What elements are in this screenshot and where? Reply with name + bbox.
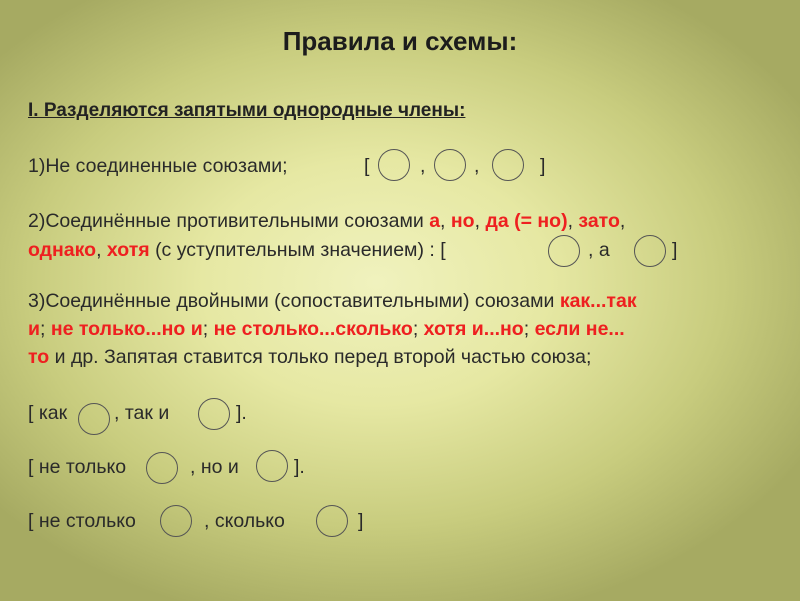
scheme3-circle-1 [160, 505, 192, 537]
scheme1-circle-2 [198, 398, 230, 430]
conjunction-ne-tolko: не только...но и [50, 318, 203, 340]
rule2-intro: 2)Соединённые противительными союзами [28, 210, 424, 232]
rule3-line1 [28, 290, 637, 313]
rule2-circle-2 [634, 235, 666, 267]
conjunction-odnako: однако [28, 239, 97, 261]
conjunction-da: да (= но) [485, 210, 568, 232]
rule2-line1 [28, 210, 625, 233]
rule1-circle-2 [434, 149, 466, 181]
rule1-circle-1 [378, 149, 410, 181]
rule3-semi-4: ; [523, 318, 530, 340]
scheme3-circle-2 [316, 505, 348, 537]
scheme1-part2: , так и [114, 402, 170, 424]
rule2-circle-1 [548, 235, 580, 267]
conjunction-esli-to: то [28, 346, 50, 368]
rule1-bracket-close: ] [540, 155, 546, 177]
scheme2-circle-1 [146, 452, 178, 484]
conjunction-zato: зато [578, 210, 620, 232]
rule1-bracket-open: [ [364, 155, 370, 177]
slide-title: Правила и схемы: [282, 26, 518, 56]
rule2-comma-5: , [96, 239, 102, 261]
rule2-comma-1: , [440, 210, 446, 232]
rule3-semi-3: ; [412, 318, 419, 340]
scheme1-part3: ]. [236, 402, 247, 424]
scheme1-circle-1 [78, 403, 110, 435]
conjunction-ne-stolko: не столько...сколько [213, 318, 413, 340]
scheme2-part3: ]. [294, 456, 305, 478]
rule2-tail: (с уступительным значением) : [ [155, 239, 446, 261]
conjunction-esli: если не... [534, 318, 625, 340]
rule3-line3 [28, 346, 591, 369]
scheme1-part1: [ как [28, 402, 68, 424]
rule3-intro: 3)Соединённые двойными (сопоставительными) союзами [28, 290, 555, 312]
conjunction-hotya-no: хотя и...но [423, 318, 524, 340]
scheme3-part2: , сколько [204, 510, 285, 532]
section-heading: I. Разделяются запятыми однородные члены: [28, 100, 466, 121]
rule2-comma-3: , [567, 210, 573, 232]
rule3-line2 [28, 318, 625, 341]
rule1-sep-1: , [420, 155, 426, 177]
rule2-line2 [28, 239, 446, 262]
rule2-bracket-close: ] [672, 239, 678, 261]
scheme2-part2: , но и [190, 456, 239, 478]
rule2-comma-4: , [619, 210, 626, 232]
conjunction-no: но [450, 210, 475, 232]
scheme3-part1: [ не столько [28, 510, 136, 532]
rule3-semi-1: ; [40, 318, 46, 340]
conjunction-hotya: хотя [106, 239, 150, 261]
scheme2-circle-2 [256, 450, 288, 482]
rule3-semi-2: ; [202, 318, 209, 340]
rule1-sep-2: , [474, 155, 480, 177]
rule2-comma-2: , [474, 210, 481, 232]
rule3-note: и др. Запятая ставится только перед второй частью союза; [54, 346, 592, 368]
rule2-sep: , а [588, 239, 610, 261]
scheme3-part3: ] [358, 510, 364, 532]
rule1-circle-3 [492, 149, 524, 181]
conjunction-kak-tak-end: и [28, 318, 40, 340]
conjunction-kak-tak: как...так [559, 290, 637, 312]
rule1-text: 1)Не соединенные союзами; [28, 155, 288, 177]
conjunction-a: а [429, 210, 441, 232]
scheme2-part1: [ не только [28, 456, 127, 478]
